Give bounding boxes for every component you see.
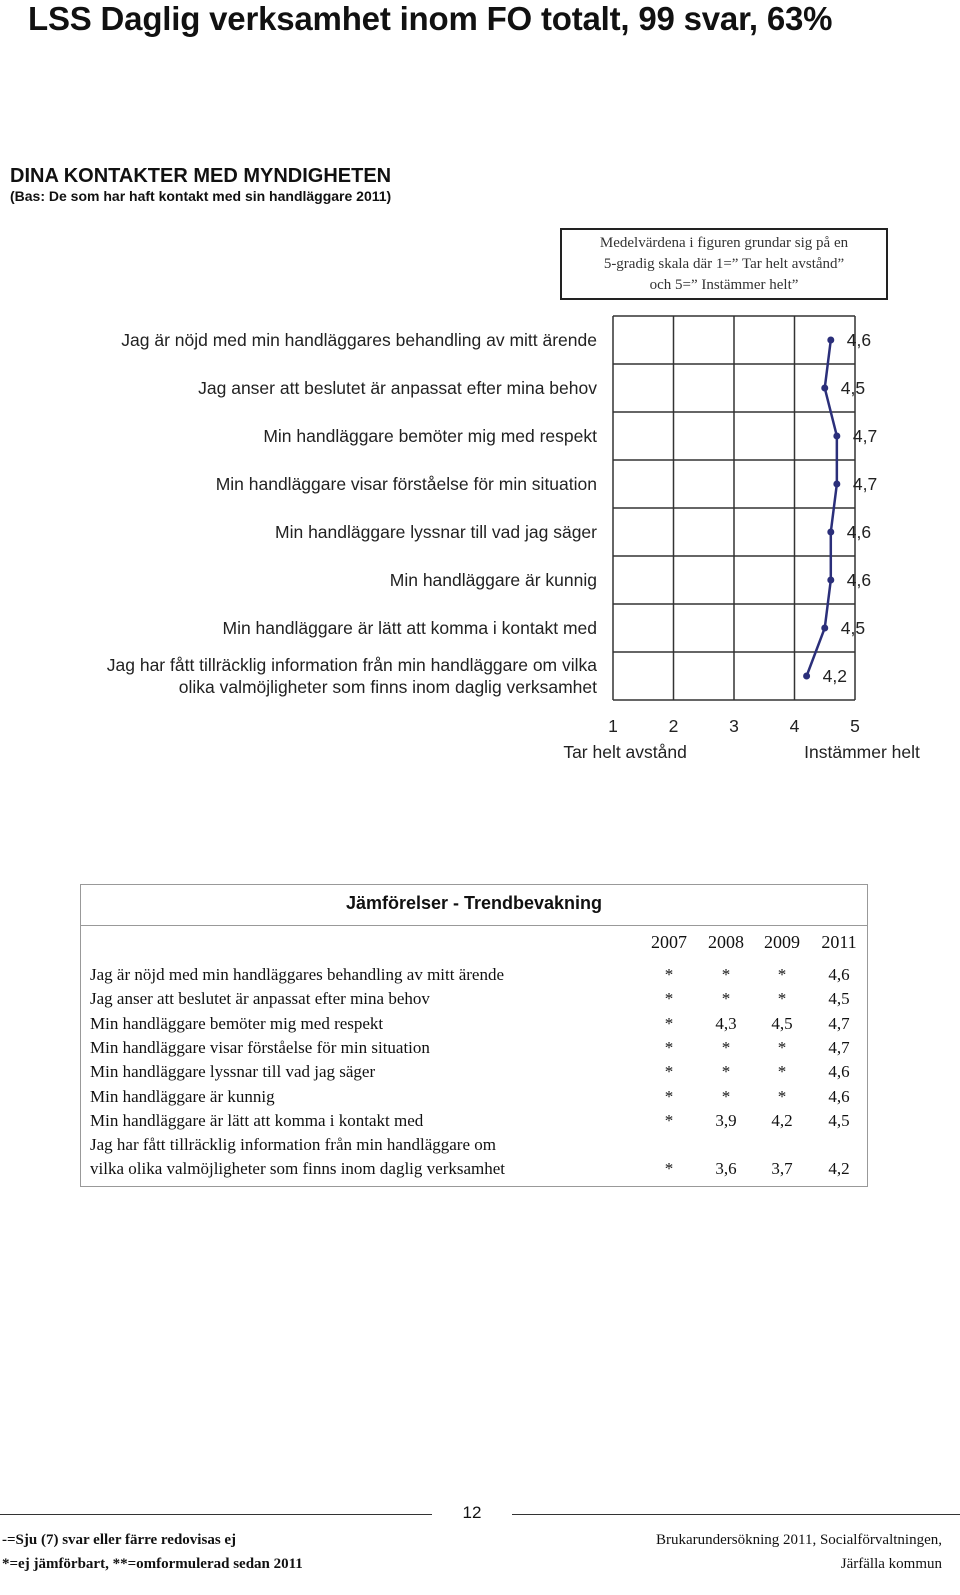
data-point [833,481,840,488]
table-cell: 3,6 [715,1159,737,1179]
category-label: Min handläggare bemöter mig med respekt [263,426,597,446]
table-row-label: Jag har fått tillräcklig information från min handläggare om [90,1135,496,1155]
category-label: Min handläggare lyssnar till vad jag säger [275,522,597,542]
footer-source: Järfälla kommun [840,1556,942,1572]
category-label: Jag anser att beslutet är anpassat efter mina behov [198,378,597,398]
footer-note: -=Sju (7) svar eller färre redovisas ej [2,1532,237,1548]
table-row-label: Min handläggare är lätt att komma i kontakt med [90,1110,424,1130]
scale-note-line: och 5=” Instämmer helt” [649,277,799,293]
page-title: LSS Daglig verksamhet inom FO totalt, 99 svar, 63% [28,0,833,37]
table-cell: 4,5 [828,989,850,1009]
table-row-label: Min handläggare bemöter mig med respekt [90,1013,384,1033]
x-tick-label: 2 [668,716,679,736]
scale-note-line: 5-gradig skala där 1=” Tar helt avstånd” [603,256,845,272]
table-cell: * [664,1037,674,1057]
x-tick-label: 5 [850,716,860,736]
footer-rule-right [512,1514,960,1515]
table-cell: * [664,989,674,1009]
table-row-label: Min handläggare lyssnar till vad jag säger [90,1062,376,1082]
data-label: 4,5 [840,618,866,638]
footer-rule-left [0,1514,432,1515]
category-label: Min handläggare är kunnig [389,570,597,590]
table-cell: * [721,989,731,1009]
table-cell: * [777,1062,787,1082]
section-subtitle: (Bas: De som har haft kontakt med sin handläggare 2011) [10,188,392,204]
footer-note: *=ej jämförbart, **=omformulerad sedan 2011 [2,1556,303,1572]
table-cell: 4,5 [828,1110,850,1130]
data-point [821,385,828,392]
table-row-label: Jag anser att beslutet är anpassat efter mina behov [90,989,430,1009]
table-cell: * [777,965,787,984]
data-label: 4,2 [822,666,847,686]
x-tick-label: 1 [608,716,618,736]
data-label: 4,5 [840,378,866,398]
trend-table-title: Jämförelser - Trendbevakning [81,885,867,926]
data-point [827,337,834,344]
data-label: 4,6 [846,522,872,542]
x-tick-label: 4 [789,716,800,736]
category-label: Min handläggare visar förståelse för min situation [215,474,597,494]
year-header: 2011 [821,932,857,952]
table-row-label: Jag är nöjd med min handläggares behandling av mitt ärende [90,965,505,984]
table-cell: * [777,1086,787,1106]
table-cell: * [721,965,731,984]
data-label: 4,7 [852,474,878,494]
table-cell: 3,7 [771,1159,793,1179]
table-cell: 4,2 [771,1110,793,1130]
table-cell: 4,5 [771,1013,793,1033]
mean-value-chart [0,0,960,790]
year-header: 2007 [651,932,687,952]
table-cell: 4,6 [828,1062,850,1082]
table-cell: 4,2 [828,1159,850,1179]
table-cell: 4,6 [828,1086,850,1106]
table-row-label: Min handläggare visar förståelse för min situation [90,1037,430,1057]
table-cell: * [664,1110,674,1130]
data-point [827,577,834,584]
category-label: Jag har fått tillräcklig information från min handläggare om vilka [106,655,597,675]
table-row-label: vilka olika valmöjligheter som finns inom daglig verksamhet [90,1159,506,1179]
data-point [833,433,840,440]
data-label: 4,7 [852,426,878,446]
section-title: DINA KONTAKTER MED MYNDIGHETEN [10,165,392,187]
table-cell: 4,6 [828,965,850,984]
scale-note-line: Medelvärdena i figuren grundar sig på en [599,235,849,251]
table-cell: * [721,1037,731,1057]
x-tick-label: 3 [729,716,739,736]
page-number: 12 [462,1503,482,1522]
category-label: olika valmöjligheter som finns inom daglig verksamhet [178,677,597,697]
table-cell: * [664,965,674,984]
data-point [821,625,828,632]
table-cell: 4,7 [828,1037,850,1057]
footer-source: Brukarundersökning 2011, Socialförvaltningen, [655,1532,942,1548]
table-cell: * [777,989,787,1009]
x-axis-label-right: Instämmer helt [804,742,920,762]
data-label: 4,6 [846,570,872,590]
table-cell: * [664,1159,674,1179]
table-cell: * [664,1062,674,1082]
table-cell: * [721,1086,731,1106]
table-cell: 4,7 [828,1013,850,1033]
x-axis-label-left: Tar helt avstånd [563,742,687,762]
year-header: 2009 [764,932,800,952]
table-cell: 4,3 [715,1013,737,1033]
category-label: Jag är nöjd med min handläggares behandling av mitt ärende [121,330,597,350]
data-point [803,673,810,680]
data-point [827,529,834,536]
table-cell: 3,9 [715,1110,737,1130]
table-cell: * [777,1037,787,1057]
table-cell: * [721,1062,731,1082]
year-header: 2008 [708,932,744,952]
table-cell: * [664,1013,674,1033]
table-row-label: Min handläggare är kunnig [90,1086,275,1106]
table-cell: * [664,1086,674,1106]
data-label: 4,6 [846,330,872,350]
category-label: Min handläggare är lätt att komma i kontakt med [222,618,597,638]
